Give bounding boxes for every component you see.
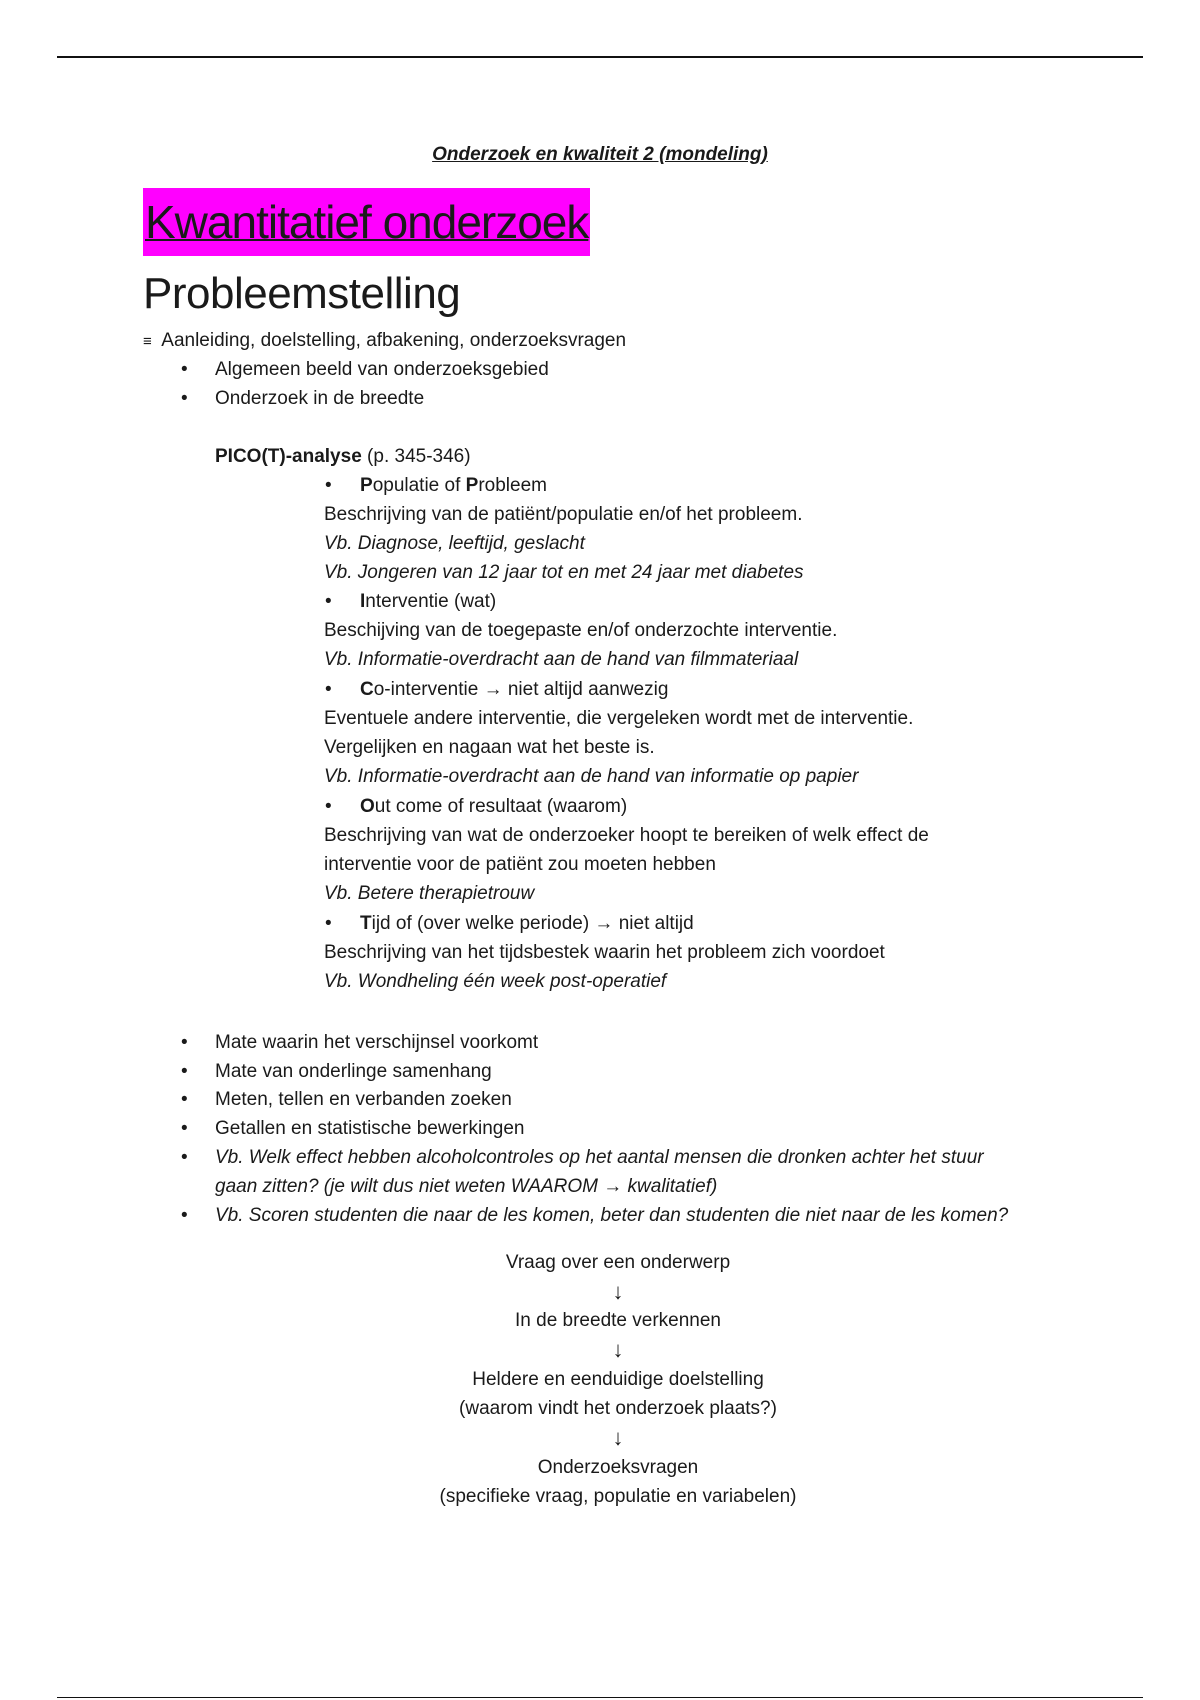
pico-o-description-1: Beschrijving van wat de onderzoeker hoopt te bereiken of welk effect de: [324, 825, 929, 846]
bullet-icon: •: [181, 1032, 188, 1053]
example-2: Vb. Scoren studenten die naar de les komen, beter dan studenten die niet naar de les komen?: [215, 1205, 1009, 1226]
flow-step-1: Vraag over een onderwerp: [505, 1252, 731, 1273]
flow-step-2: In de breedte verkennen: [515, 1310, 721, 1331]
pico-c-text: o-interventie → niet altijd aanwezig: [373, 679, 669, 700]
pico-t-text: ijd of (over welke periode) → niet altijd: [371, 913, 694, 934]
list-item: Getallen en statistische bewerkingen: [215, 1118, 525, 1139]
intro-bullet-1: Algemeen beeld van onderzoeksgebied: [215, 359, 549, 380]
pico-p-description: Beschrijving van de patiënt/populatie en/of het probleem.: [324, 504, 803, 525]
example-1-line-1: Vb. Welk effect hebben alcoholcontroles op het aantal mensen die dronken achter het stuur: [215, 1147, 984, 1168]
down-arrow-icon: ↓: [612, 1279, 624, 1304]
pico-o-description-2: interventie voor de patiënt zou moeten hebben: [324, 854, 716, 875]
pico-c-example: Vb. Informatie-overdracht aan de hand van informatie op papier: [324, 766, 859, 787]
bullet-icon: •: [181, 1089, 188, 1110]
bullet-icon: •: [181, 359, 188, 380]
definition-line: [143, 327, 626, 356]
pico-label: PICO(T)-analyse: [215, 446, 362, 467]
pico-t-example: Vb. Wondheling één week post-operatief: [324, 971, 667, 992]
pico-t-letter: T: [360, 913, 372, 934]
definition-symbol: ≡: [143, 333, 152, 350]
bullet-icon: •: [181, 1147, 188, 1168]
bullet-icon: •: [181, 1118, 188, 1139]
pico-o-text: ut come of resultaat (waarom): [374, 796, 628, 817]
bullet-icon: •: [181, 388, 188, 409]
pico-c-description-2: Vergelijken en nagaan wat het beste is.: [324, 737, 655, 758]
heading-kwantitatief-onderzoek: Kwantitatief onderzoek: [143, 188, 590, 256]
pico-o-item: [360, 793, 627, 821]
pico-p-example-2: Vb. Jongeren van 12 jaar tot en met 24 jaar met diabetes: [324, 562, 804, 583]
pico-c-letter: C: [360, 679, 374, 700]
pico-c-item: [360, 676, 668, 704]
bullet-icon: •: [325, 796, 332, 817]
list-item: Meten, tellen en verbanden zoeken: [215, 1089, 512, 1110]
flow-step-3-line-1: Heldere en eenduidige doelstelling: [472, 1369, 764, 1390]
flow-step-3-line-2: (waarom vindt het onderzoek plaats?): [459, 1398, 777, 1419]
bullet-icon: •: [181, 1061, 188, 1082]
top-rule: [57, 56, 1143, 58]
bullet-icon: •: [325, 913, 332, 934]
pico-p-text2: robleem: [478, 475, 547, 496]
pico-t-item: [360, 910, 694, 938]
bullet-icon: •: [181, 1205, 188, 1226]
pico-p-example-1: Vb. Diagnose, leeftijd, geslacht: [324, 533, 585, 554]
pico-c-description-1: Eventuele andere interventie, die vergeleken wordt met de interventie.: [324, 708, 914, 729]
list-item: Mate waarin het verschijnsel voorkomt: [215, 1032, 539, 1053]
pico-p-text: opulatie of: [372, 475, 466, 496]
heading-probleemstelling: Probleemstelling: [143, 269, 461, 318]
pico-o-example: Vb. Betere therapietrouw: [324, 883, 535, 904]
pico-p-item: [360, 472, 547, 500]
definition-text: Aanleiding, doelstelling, afbakening, onderzoeksvragen: [161, 330, 627, 351]
document-title: Onderzoek en kwaliteit 2 (mondeling): [432, 144, 768, 165]
flow-step-4-line-1: Onderzoeksvragen: [537, 1457, 699, 1478]
pico-i-text: nterventie (wat): [365, 591, 497, 612]
example-1-line-2: gaan zitten? (je wilt dus niet weten WAAROM → kwalitatief): [215, 1176, 718, 1197]
pico-p-letter: P: [360, 475, 373, 496]
pico-pages: (p. 345-346): [361, 446, 471, 467]
bullet-icon: •: [325, 679, 332, 700]
pico-i-item: [360, 588, 496, 616]
flow-step-4-line-2: (specifieke vraag, populatie en variabelen): [439, 1486, 797, 1507]
pico-t-description: Beschrijving van het tijdsbestek waarin het probleem zich voordoet: [324, 942, 885, 963]
pico-p-letter2: P: [465, 475, 479, 496]
bullet-icon: •: [325, 591, 332, 612]
intro-bullet-2: Onderzoek in de breedte: [215, 388, 425, 409]
bottom-rule: [57, 1697, 1143, 1698]
pico-i-example: Vb. Informatie-overdracht aan de hand van filmmateriaal: [324, 649, 799, 670]
list-item: Mate van onderlinge samenhang: [215, 1061, 492, 1082]
pico-heading: [215, 443, 471, 471]
down-arrow-icon: ↓: [612, 1337, 624, 1362]
bullet-icon: •: [325, 475, 332, 496]
pico-i-letter: I: [360, 591, 366, 612]
pico-o-letter: O: [360, 796, 375, 817]
down-arrow-icon: ↓: [612, 1425, 624, 1450]
pico-i-description: Beschijving van de toegepaste en/of onderzochte interventie.: [324, 620, 838, 641]
